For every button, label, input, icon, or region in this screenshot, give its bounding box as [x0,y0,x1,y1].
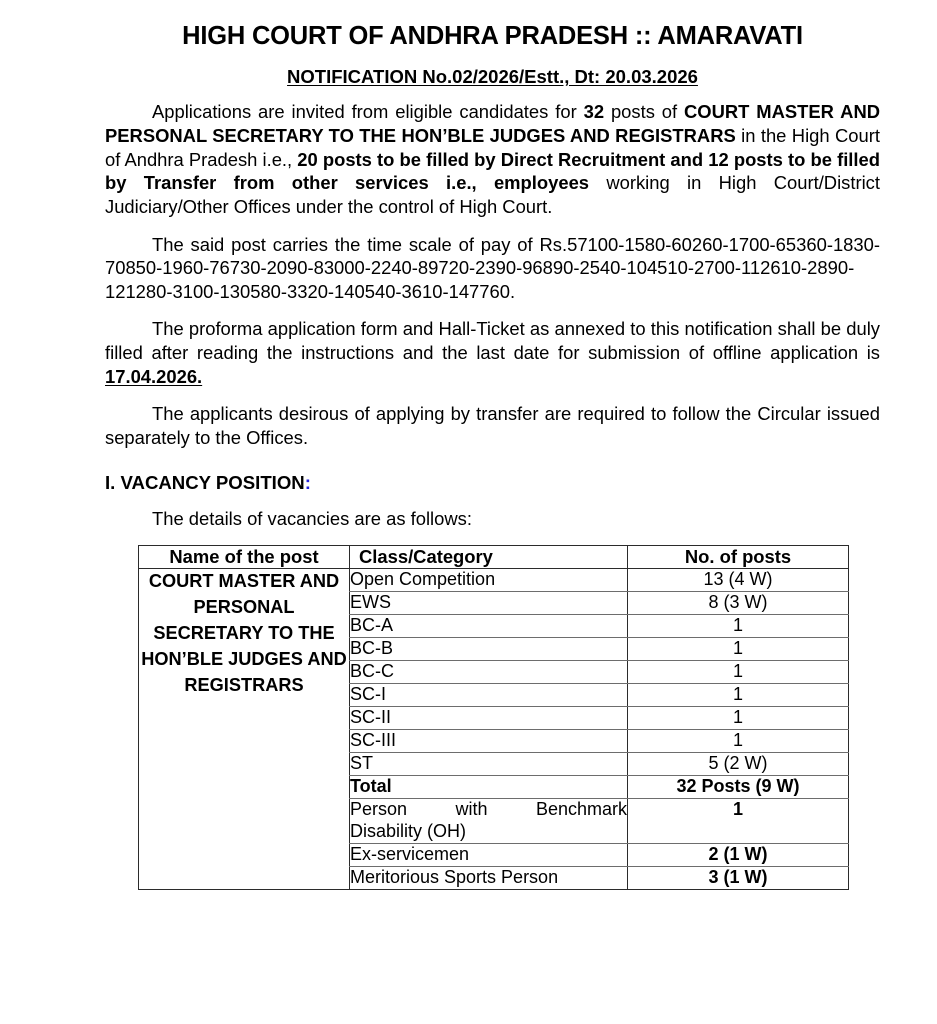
cell-category: BC-B [350,638,628,661]
paragraph-pay-scale: The said post carries the time scale of pay of Rs.57100-1580-60260-1700-65360-1830-70850-1960-76730-2090-83000-2240-89720-2390-96890-2540-104510-2700-112610-2890-121280-3100-130580-3320-140540-3610-147760. [105,233,880,302]
cell-category-line1: Person with Benchmark [350,798,627,819]
section-heading-text: I. VACANCY POSITION [105,471,305,493]
cell-posts: 1 [628,730,849,753]
section-heading-vacancy-position [105,450,880,494]
p1-seg4: working in High Court/District Judiciary/Other Offices under the control of High Court. [105,172,880,217]
paragraph-applications-invited [105,87,880,218]
paragraph-application-form [105,303,880,388]
cell-category: ST [350,752,628,775]
p3-seg1: The proforma application form and Hall-Ticket as annexed to this notification shall be duly filled after reading the instructions and the last date for submission of offline application is [105,318,880,364]
vacancy-lead-line: The details of vacancies are as follows: [152,507,472,529]
cell-post-name: COURT MASTER AND PERSONAL SECRETARY TO THE HON’BLE JUDGES AND REGISTRARS [141,571,347,695]
cell-category: EWS [350,592,628,615]
cell-posts: 8 (3 W) [628,592,849,615]
cell-posts: 13 (4 W) [628,569,849,592]
cell-category: BC-A [350,615,628,638]
cell-posts: 1 [628,638,849,661]
cell-category: SC-II [350,707,628,730]
p1-seg3: in the High Court of Andhra Pradesh i.e., [105,124,880,170]
cell-posts: 1 [628,661,849,684]
vacancy-table [138,545,849,889]
cell-category: Ex-servicemen [350,843,628,866]
section-heading-colon: : [304,471,311,493]
cell-posts: 2 (1 W) [628,843,849,866]
p1-recruitment-split: 20 posts to be filled by Direct Recruitment and 12 posts to be filled by Transfer from other services i.e., employees [105,148,880,194]
p1-post-title: COURT MASTER AND PERSONAL SECRETARY TO THE HON’BLE JUDGES AND REGISTRARS [105,101,881,146]
last-date-value: 17.04.2026. [105,365,203,387]
cell-category: BC-C [350,661,628,684]
column-header-name-of-post: Name of the post [139,546,350,569]
notification-number: NOTIFICATION No.02/2026/Estt., Dt: 20.03.2026 [287,66,698,88]
cell-posts: 1 [628,615,849,638]
cell-posts: 1 [628,707,849,730]
cell-category: SC-III [350,730,628,753]
vacancy-table-wrapper [105,530,880,889]
cell-posts: 1 [628,684,849,707]
column-header-no-of-posts: No. of posts [628,546,849,569]
table-header-row [139,546,849,569]
paragraph-transfer-applicants: The applicants desirous of applying by transfer are required to follow the Circular issued separately to the Offices. [105,403,880,448]
cell-category: Open Competition [350,569,628,592]
vacancy-table-head [139,546,849,569]
cell-posts: 5 (2 W) [628,752,849,775]
cell-posts-total: 32 Posts (9 W) [628,775,849,798]
cell-category-benchmark-disability [350,798,628,843]
p1-posts-count: 32 [583,101,605,123]
cell-posts: 1 [628,798,849,843]
cell-category: Meritorious Sports Person [350,866,628,889]
cell-category-line2: Disability (OH) [350,820,467,841]
p1-seg2: posts of [604,101,685,123]
page-title: HIGH COURT OF ANDHRA PRADESH :: AMARAVATI [182,22,803,50]
column-header-class-category: Class/Category [350,546,628,569]
cell-posts: 3 (1 W) [628,866,849,889]
cell-category: SC-I [350,684,628,707]
cell-category-total: Total [350,775,628,798]
vacancy-table-body [139,569,849,889]
table-row [139,569,849,592]
p1-seg1: Applications are invited from eligible candidates for [152,101,584,123]
